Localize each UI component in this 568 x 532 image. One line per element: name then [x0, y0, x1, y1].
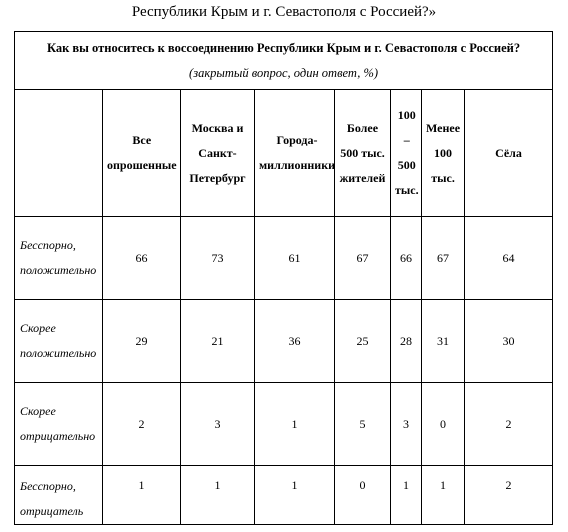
table-row [15, 383, 553, 466]
table-cell: 2 [465, 383, 553, 466]
column-header: Все опрошенные [103, 90, 181, 217]
table-cell: 73 [181, 217, 255, 300]
table-row [15, 466, 553, 525]
column-header-row [15, 90, 553, 217]
table-cell: 1 [181, 466, 255, 525]
table-cell: 66 [103, 217, 181, 300]
table-cell: 61 [255, 217, 335, 300]
table-cell: 0 [422, 383, 465, 466]
table-cell: 2 [465, 466, 553, 525]
table-row [15, 217, 553, 300]
table-cell: 28 [391, 300, 422, 383]
survey-table [14, 31, 553, 525]
table-cell: 25 [335, 300, 391, 383]
table-cell: 1 [391, 466, 422, 525]
table-cell: 29 [103, 300, 181, 383]
table-cell: 21 [181, 300, 255, 383]
table-cell: 3 [181, 383, 255, 466]
table-cell: 1 [103, 466, 181, 525]
column-header: Менее 100 тыс. [422, 90, 465, 217]
question-text: Как вы относитесь к воссоединению Республики Крым и г. Севастополя с Россией? [46, 40, 521, 55]
column-header: 100 – 500 тыс. [391, 90, 422, 217]
row-label: Бесспорно, положительно [15, 217, 103, 300]
column-header: Города-миллионники [255, 90, 335, 217]
table-cell: 3 [391, 383, 422, 466]
question-cell [15, 32, 553, 90]
table-cell: 1 [422, 466, 465, 525]
row-label: Скорее отрицательно [15, 383, 103, 466]
table-cell: 1 [255, 466, 335, 525]
table-cell: 30 [465, 300, 553, 383]
column-header: Москва и Санкт-Петербург [181, 90, 255, 217]
table-cell: 31 [422, 300, 465, 383]
column-header: Сёла [465, 90, 553, 217]
table-cell: 0 [335, 466, 391, 525]
table-row [15, 300, 553, 383]
table-cell: 1 [255, 383, 335, 466]
row-label: Бесспорно, отрицатель [15, 466, 103, 525]
table-cell: 67 [422, 217, 465, 300]
table-cell: 2 [103, 383, 181, 466]
column-header: Более 500 тыс. жителей [335, 90, 391, 217]
table-cell: 66 [391, 217, 422, 300]
preceding-text-line: Республики Крым и г. Севастополя с Россией?» [131, 4, 437, 20]
table-cell: 67 [335, 217, 391, 300]
row-label: Скорее положительно [15, 300, 103, 383]
table-cell: 64 [465, 217, 553, 300]
corner-cell [15, 90, 103, 217]
table-cell: 36 [255, 300, 335, 383]
table-cell: 5 [335, 383, 391, 466]
question-note: (закрытый вопрос, один ответ, %) [189, 65, 379, 80]
